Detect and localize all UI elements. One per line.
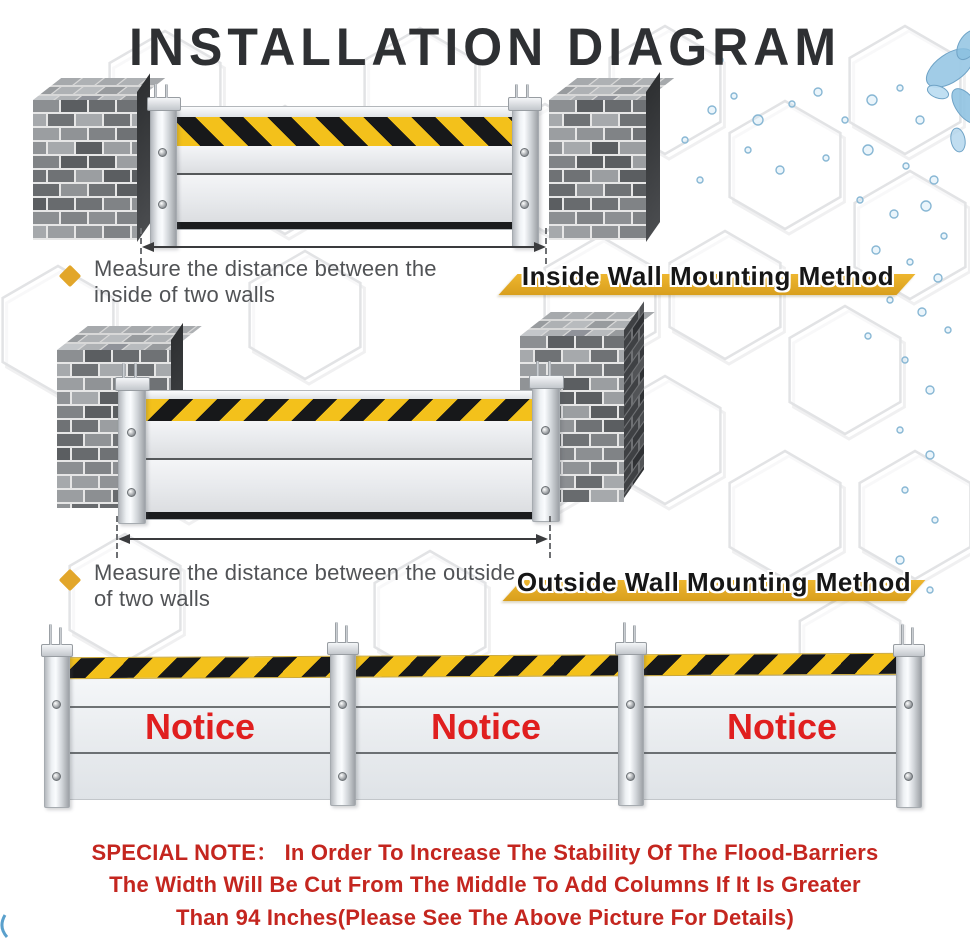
barrier-plank (145, 421, 533, 460)
barrier-bottom-seal (176, 222, 513, 229)
method-label: Inside Wall Mounting Method (521, 261, 895, 291)
fixing-pin (515, 84, 518, 98)
flood-barrier-panel (175, 106, 514, 230)
column-cap (615, 642, 647, 655)
left-wall-front-face (33, 100, 137, 240)
post-screw (541, 426, 550, 435)
fixing-pin (59, 627, 62, 645)
column-bolt (338, 772, 347, 781)
right-wall-side-face (624, 301, 644, 498)
barrier-column (330, 648, 356, 806)
right-mounting-post (532, 382, 560, 522)
hazard-stripe (176, 117, 513, 146)
plank-seam (57, 752, 913, 754)
fixing-pin (901, 624, 904, 645)
column-bolt (52, 700, 61, 709)
special-note-line: SPECIAL NOTE： In Order To Increase The Stability Of The Flood-Barriers (91, 840, 879, 865)
barrier-bottom-seal (145, 512, 533, 519)
column-cap (893, 644, 925, 657)
fixing-pin (122, 363, 125, 378)
left-top-bracket (115, 377, 150, 391)
column-bolt (338, 700, 347, 709)
right-mounting-post (512, 104, 539, 248)
arrowhead-left-icon (118, 534, 130, 544)
arrowhead-left-icon (142, 242, 154, 252)
right-top-bracket (529, 375, 564, 389)
arrowhead-right-icon (536, 534, 548, 544)
extent-dashed-line (549, 516, 551, 558)
barrier-plank (145, 460, 533, 512)
post-screw (541, 486, 550, 495)
post-screw (520, 148, 529, 157)
measure-arrow (148, 246, 540, 248)
notice-label: Notice (726, 706, 838, 747)
left-mounting-post (150, 104, 177, 248)
column-bolt (52, 772, 61, 781)
fixing-pin (536, 361, 539, 376)
post-screw (158, 148, 167, 157)
barrier-column (896, 650, 922, 808)
fixing-pin (335, 622, 338, 643)
special-note-line: Than 94 Inches(Please See The Above Picture For Details) (175, 905, 795, 930)
barrier-plank (176, 146, 513, 175)
fixing-pin (134, 363, 137, 378)
column-bolt (904, 700, 913, 709)
method-label: Outside Wall Mounting Method (516, 567, 912, 597)
notice-label: Notice (430, 706, 542, 747)
hazard-stripe (56, 653, 914, 679)
fixing-pin (526, 84, 529, 98)
page-title: INSTALLATION DIAGRAM (129, 17, 841, 77)
flood-barrier-panel (144, 390, 534, 520)
fixing-pin (633, 625, 636, 643)
fixing-pin (49, 624, 52, 645)
notice-label: Notice (144, 706, 256, 747)
fixing-pin (345, 625, 348, 643)
fixing-pin (911, 627, 914, 645)
post-screw (127, 428, 136, 437)
right-wall-front-face (549, 100, 646, 240)
post-screw (520, 200, 529, 209)
fixing-pin (154, 84, 157, 98)
left-top-bracket (147, 97, 181, 111)
column-bolt (626, 700, 635, 709)
measure-note: Measure the distance between the inside of two walls (94, 256, 437, 307)
column-bolt (626, 772, 635, 781)
post-screw (127, 488, 136, 497)
left-mounting-post (118, 384, 146, 524)
barrier-column (44, 650, 70, 808)
right-wall-side-face (646, 72, 660, 242)
hazard-stripe (145, 399, 533, 421)
measure-note: Measure the distance between the outside of two walls (94, 560, 516, 611)
fixing-pin (548, 361, 551, 376)
right-top-bracket (508, 97, 542, 111)
column-bolt (904, 772, 913, 781)
measure-arrow (124, 538, 542, 540)
post-screw (158, 200, 167, 209)
barrier-plank (176, 175, 513, 222)
fixing-pin (623, 622, 626, 643)
fixing-pin (165, 84, 168, 98)
column-cap (327, 642, 359, 655)
column-cap (41, 644, 73, 657)
special-note-line: The Width Will Be Cut From The Middle To Add Columns If It Is Greater (109, 872, 861, 897)
barrier-column (618, 648, 644, 806)
arrowhead-right-icon (534, 242, 546, 252)
